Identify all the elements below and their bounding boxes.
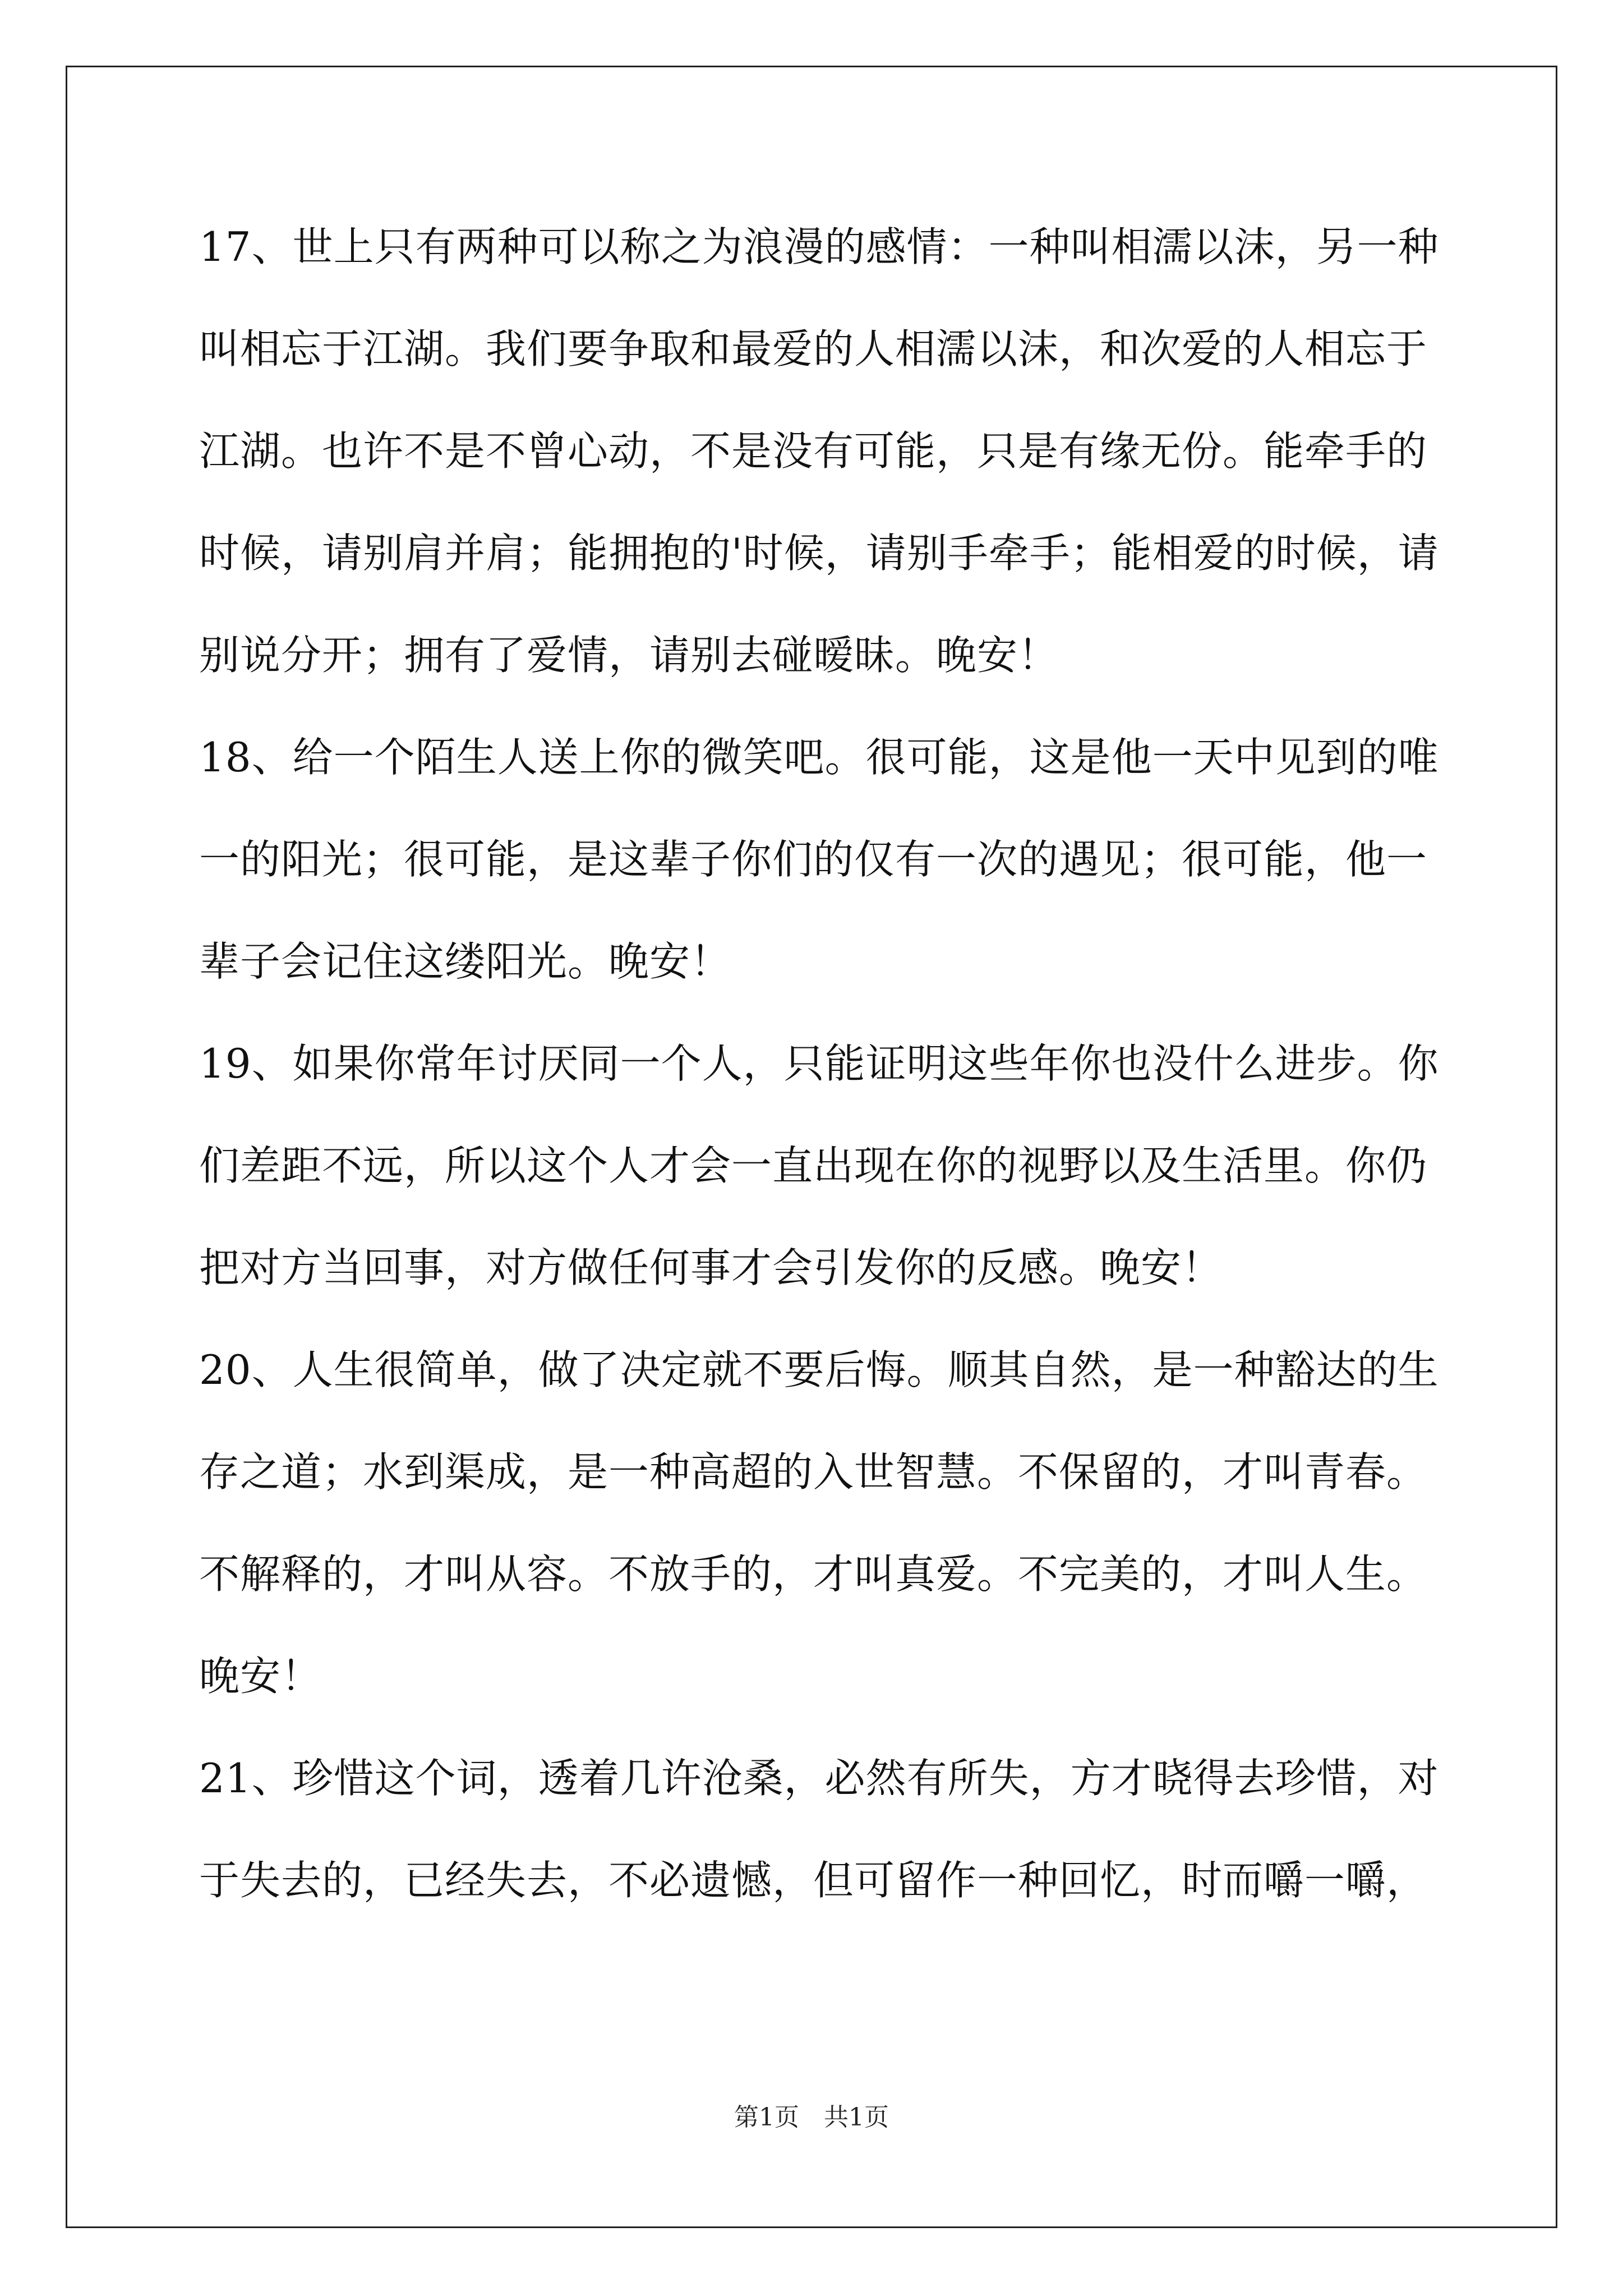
text-line: 江湖。也许不是不曾心动，不是没有可能，只是有缘无份。能牵手的 — [199, 427, 1428, 475]
text-line: 于失去的，已经失去，不必遗憾，但可留作一种回忆，时而嚼一嚼， — [199, 1857, 1428, 1904]
text-line: 21、珍惜这个词，透着几许沧桑，必然有所失，方才晓得去珍惜，对 — [199, 1755, 1439, 1802]
text-line: 19、如果你常年讨厌同一个人，只能证明这些年你也没什么进步。你 — [199, 1040, 1439, 1087]
page-footer: 第1页 共1页 — [734, 2103, 889, 2132]
text-line: 一的阳光；很可能，是这辈子你们的仅有一次的遇见；很可能，他一 — [199, 836, 1428, 883]
text-line: 晚安！ — [199, 1653, 322, 1700]
text-line: 不解释的，才叫从容。不放手的，才叫真爱。不完美的，才叫人生。 — [199, 1550, 1428, 1598]
text-line: 存之道；水到渠成，是一种高超的入世智慧。不保留的，才叫青春。 — [199, 1448, 1428, 1496]
text-line: 把对方当回事，对方做任何事才会引发你的反感。晚安！ — [199, 1244, 1223, 1291]
text-line: 叫相忘于江湖。我们要争取和最爱的人相濡以沫，和次爱的人相忘于 — [199, 325, 1428, 372]
text-line: 们差距不远，所以这个人才会一直出现在你的视野以及生活里。你仍 — [199, 1142, 1428, 1189]
text-line: 20、人生很简单，做了决定就不要后悔。顺其自然，是一种豁达的生 — [199, 1346, 1439, 1393]
text-line: 18、给一个陌生人送上你的微笑吧。很可能，这是他一天中见到的唯 — [199, 734, 1439, 781]
text-line: 辈子会记住这缕阳光。晚安！ — [199, 938, 732, 985]
text-line: 17、世上只有两种可以称之为浪漫的感情：一种叫相濡以沫，另一种 — [199, 223, 1439, 270]
text-line: 时候，请别肩并肩；能拥抱的'时候，请别手牵手；能相爱的时候，请 — [199, 530, 1439, 577]
text-line: 别说分开；拥有了爱情，请别去碰暧昧。晚安！ — [199, 632, 1059, 679]
